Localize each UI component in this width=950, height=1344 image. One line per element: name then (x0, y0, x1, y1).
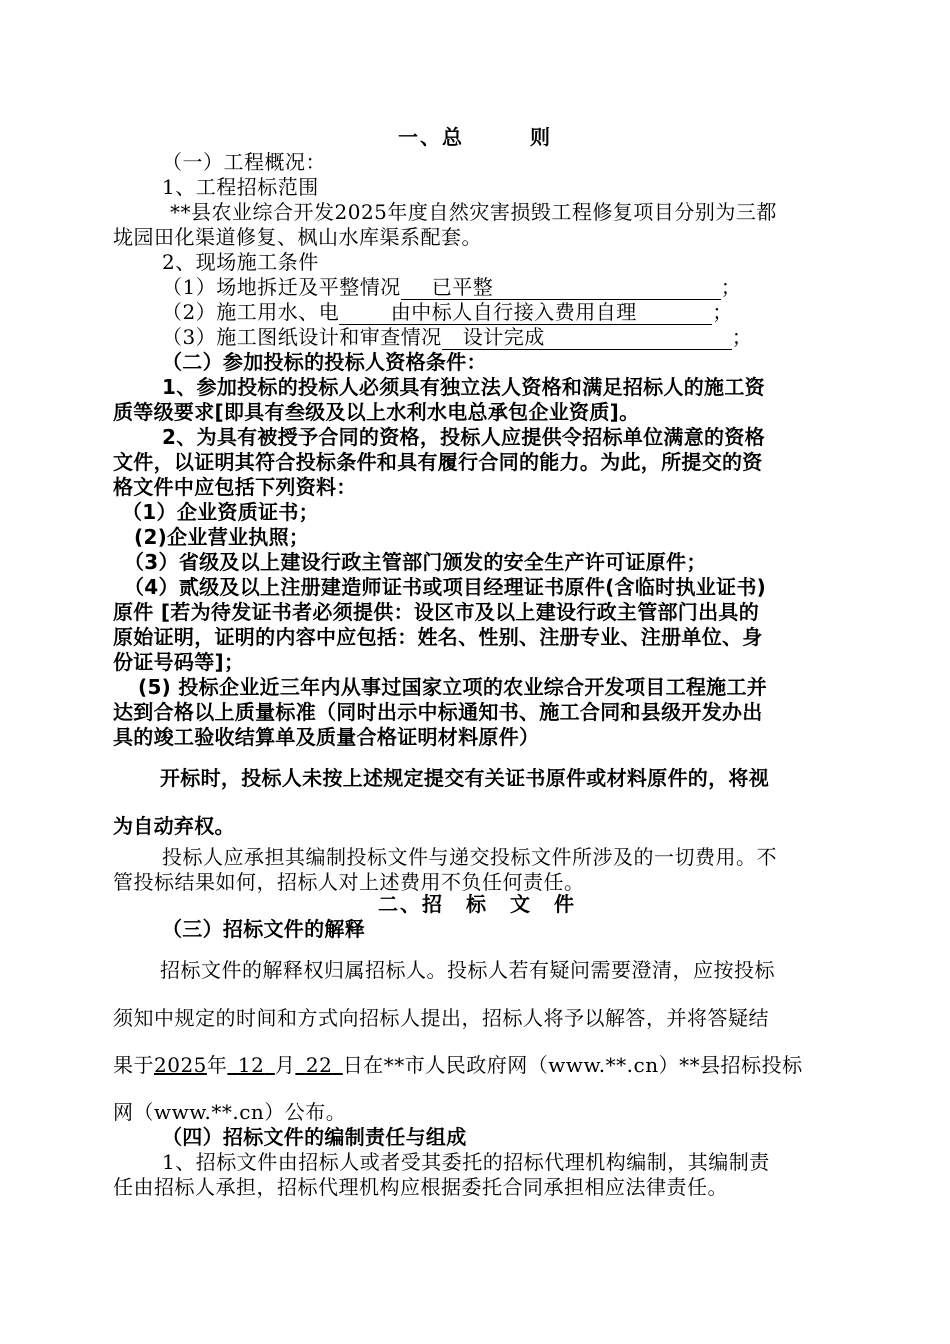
requirement-item: (2)企业营业执照； (134, 525, 310, 549)
qualification-heading: （二）参加投标的投标人资格条件： (162, 350, 487, 374)
requirement-item: （1）企业资质证书； (122, 500, 319, 524)
date-month: 12 (237, 1053, 265, 1077)
qualification-text-line: 格文件中应包括下列资料： (113, 475, 357, 499)
condition-label: （2）施工用水、电 (162, 300, 340, 324)
scope-text-line: 垅园田化渠道修复、枫山水库渠系配套。 (113, 225, 482, 249)
date-month-field (227, 1053, 274, 1077)
semicolon: ； (720, 275, 742, 299)
interpretation-date-line (113, 1053, 803, 1077)
date-prefix: 果于 (113, 1053, 154, 1077)
interpretation-text-line: 招标文件的解释权归属招标人。投标人若有疑问需要澄清，应按投标 (160, 958, 775, 982)
condition-label: （1）场地拆迁及平整情况 (162, 275, 401, 299)
requirement-item-line: 原始证明，证明的内容中应包括：姓名、性别、注册专业、注册单位、身 (113, 625, 763, 649)
condition-value: 由中标人自行接入费用自理 (390, 300, 637, 324)
requirement-item: （4）贰级及以上注册建造师证书或项目经理证书原件(含临时执业证书) (124, 575, 767, 599)
overview-heading: （一）工程概况： (162, 150, 326, 174)
condition-drawings (162, 325, 752, 350)
requirement-item: (5) 投标企业近三年内从事过国家立项的农业综合开发项目工程施工并 (138, 675, 768, 699)
date-day: 22 (305, 1053, 333, 1077)
semicolon: ； (731, 325, 753, 349)
requirement-item-line: 达到合格以上质量标准（同时出示中标通知书、施工合同和县级开发办出 (113, 700, 763, 724)
scope-heading: 1、工程招标范围 (162, 175, 319, 199)
condition-value-field (339, 300, 712, 325)
requirement-item-line: 具的竣工验收结算单及质量合格证明材料原件） (113, 725, 540, 749)
interpretation-text-line: 网（www.**.cn）公布。 (113, 1100, 347, 1124)
section-title-general: 一、总 则 (398, 125, 552, 149)
requirement-item-line: 份证号码等]； (113, 650, 245, 674)
date-day-field (295, 1053, 342, 1077)
qualification-text-line: 2、为具有被授予合同的资格，投标人应提供令招标单位满意的资格 (162, 425, 765, 449)
month-label: 月 (274, 1053, 296, 1077)
qualification-text-line: 1、参加投标的投标人必须具有独立法人资格和满足招标人的施工资 (162, 375, 765, 399)
site-conditions-heading: 2、现场施工条件 (162, 250, 319, 274)
requirement-item-line: 原件 [若为待发证书者必须提供：设区市及以上建设行政主管部门出具的 (113, 600, 760, 624)
date-year: 2025 (154, 1053, 207, 1077)
year-label: 年 (206, 1053, 228, 1077)
preparation-text-line: 任由招标人承担，招标代理机构应根据委托合同承担相应法律责任。 (113, 1175, 728, 1199)
condition-water-power (162, 300, 733, 325)
condition-value: 已平整 (431, 275, 494, 299)
scope-text-line: **县农业综合开发2025年度自然灾害损毁工程修复项目分别为三都 (170, 200, 777, 224)
publication-sites: 日在**市人民政府网（www.**.cn）**县招标投标 (342, 1053, 803, 1077)
preparation-heading: （四）招标文件的编制责任与组成 (162, 1125, 467, 1149)
requirement-item: （3）省级及以上建设行政主管部门颁发的安全生产许可证原件； (124, 550, 707, 574)
section-title-documents: 二、招 标 文 件 (378, 892, 576, 916)
cost-text-line: 投标人应承担其编制投标文件与递交投标文件所涉及的一切费用。不 (162, 845, 777, 869)
interpretation-text-line: 须知中规定的时间和方式向招标人提出，招标人将予以解答，并将答疑结 (113, 1006, 769, 1030)
condition-value-field (442, 325, 732, 350)
preparation-text-line: 1、招标文件由招标人或者受其委托的招标代理机构编制，其编制责 (162, 1150, 770, 1174)
qualification-text-line: 文件，以证明其符合投标条件和具有履行合同的能力。为此，所提交的资 (113, 450, 763, 474)
condition-demolition (162, 275, 741, 300)
interpretation-heading: （三）招标文件的解释 (162, 917, 365, 941)
forfeit-warning-line: 为自动弃权。 (113, 814, 235, 838)
qualification-text-line: 质等级要求[即具有叁级及以上水利水电总承包企业资质]。 (113, 400, 640, 424)
condition-value: 设计完成 (462, 325, 545, 349)
cost-text-line: 管投标结果如何，招标人对上述费用不负任何责任。 (113, 870, 585, 894)
forfeit-warning-line: 开标时，投标人未按上述规定提交有关证书原件或材料原件的，将视 (160, 766, 769, 790)
condition-value-field (401, 275, 721, 300)
semicolon: ； (712, 300, 733, 324)
condition-label: （3）施工图纸设计和审查情况 (162, 325, 442, 349)
